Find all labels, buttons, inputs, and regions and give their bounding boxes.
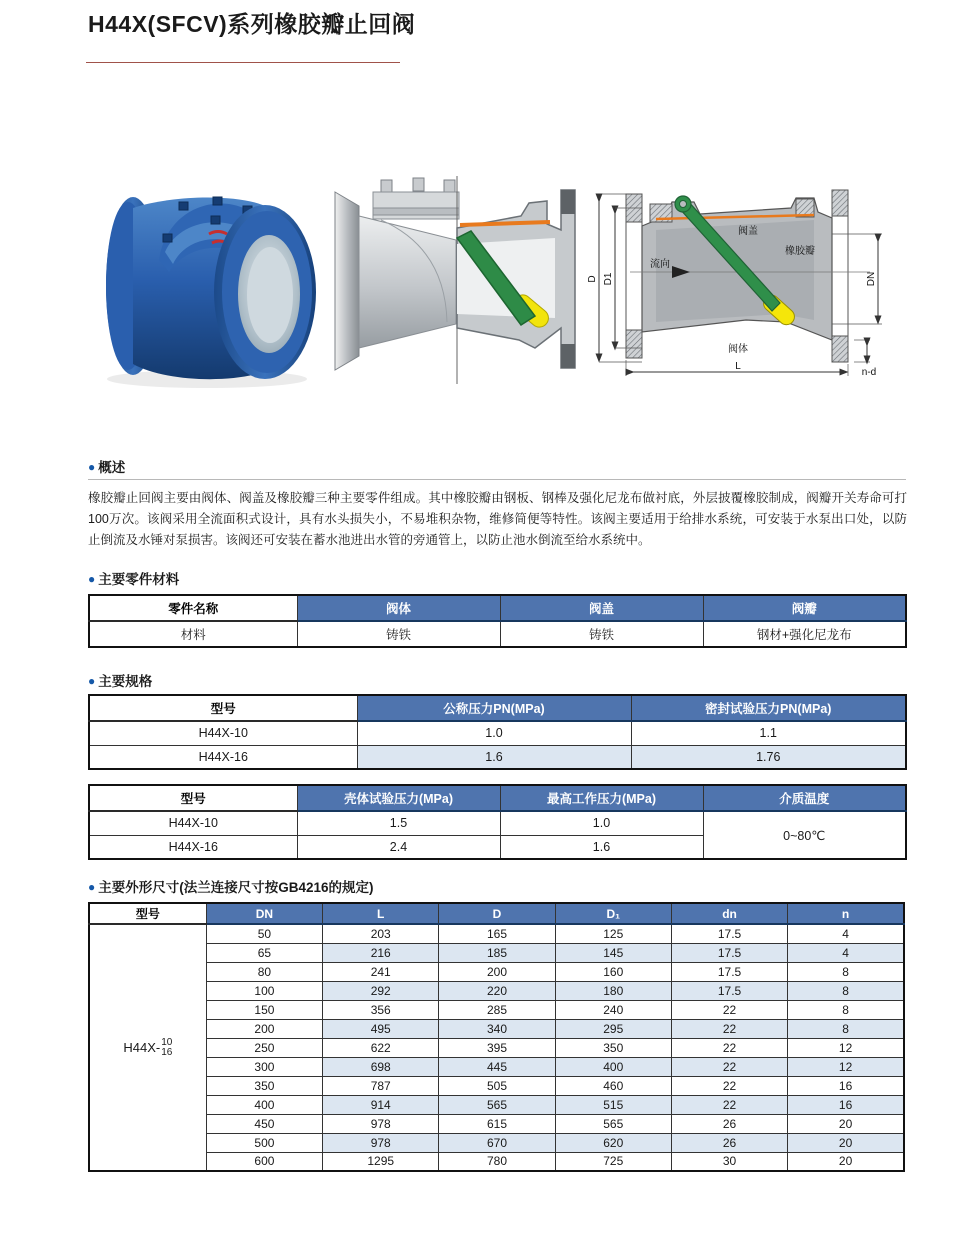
section-heading-materials bbox=[88, 568, 179, 588]
table-cell: 22 bbox=[671, 1019, 787, 1038]
table-cell: 1.0 bbox=[357, 721, 631, 745]
column-header: D bbox=[439, 903, 555, 924]
table-cell: 16 bbox=[788, 1076, 904, 1095]
dim-l-label: L bbox=[735, 361, 741, 372]
dimension-diagram bbox=[586, 172, 896, 391]
table-cell: 100 bbox=[206, 981, 322, 1000]
table-cell: 26 bbox=[671, 1133, 787, 1152]
table-row bbox=[89, 924, 904, 943]
table-cell: 395 bbox=[439, 1038, 555, 1057]
column-header: n bbox=[788, 903, 904, 924]
section-heading-overview bbox=[88, 456, 125, 476]
table-cell: 400 bbox=[206, 1095, 322, 1114]
table-cell: 241 bbox=[323, 962, 439, 981]
column-header: L bbox=[323, 903, 439, 924]
column-header: 型号 bbox=[89, 695, 357, 721]
table-header-row bbox=[89, 595, 906, 621]
table-cell: 1295 bbox=[323, 1152, 439, 1171]
bonnet-label: 阀盖 bbox=[738, 226, 758, 237]
title-divider bbox=[86, 62, 400, 63]
table-cell: 450 bbox=[206, 1114, 322, 1133]
table-cell: 780 bbox=[439, 1152, 555, 1171]
table-cell: 216 bbox=[323, 943, 439, 962]
temperature-merged-cell: 0~80℃ bbox=[703, 811, 906, 859]
table-cell: 350 bbox=[555, 1038, 671, 1057]
table-cell: 26 bbox=[671, 1114, 787, 1133]
table-row bbox=[89, 981, 904, 1000]
section-heading-specs bbox=[88, 670, 152, 690]
table-cell: 22 bbox=[671, 1038, 787, 1057]
table-cell: 4 bbox=[788, 924, 904, 943]
table-cell: 565 bbox=[555, 1114, 671, 1133]
dim-dn-label: DN bbox=[866, 271, 877, 287]
column-header: 密封试验压力PN(MPa) bbox=[631, 695, 906, 721]
table-row bbox=[89, 1038, 904, 1057]
overview-divider bbox=[88, 479, 906, 480]
table-cell: 220 bbox=[439, 981, 555, 1000]
table-cell: 4 bbox=[788, 943, 904, 962]
column-header: 型号 bbox=[89, 785, 297, 811]
table-cell: 356 bbox=[323, 1000, 439, 1019]
column-header: 壳体试验压力(MPa) bbox=[297, 785, 500, 811]
model-label: H44X- 10 16 bbox=[123, 1036, 173, 1058]
table-cell: 钢材+强化尼龙布 bbox=[703, 621, 906, 647]
table-cell: 17.5 bbox=[671, 981, 787, 1000]
table-cell: 500 bbox=[206, 1133, 322, 1152]
table-cell: 285 bbox=[439, 1000, 555, 1019]
bullet-icon: ● bbox=[88, 572, 96, 586]
table-cell: 185 bbox=[439, 943, 555, 962]
rubber-flap-label: 橡胶瓣 bbox=[785, 246, 815, 257]
table-cell: 1.1 bbox=[631, 721, 906, 745]
table-cell: 8 bbox=[788, 981, 904, 1000]
column-header: 阀盖 bbox=[500, 595, 703, 621]
cutaway-section-image bbox=[323, 176, 587, 384]
table-cell: 材料 bbox=[89, 621, 297, 647]
table-cell: 725 bbox=[555, 1152, 671, 1171]
table-cell: 292 bbox=[323, 981, 439, 1000]
table-cell: 250 bbox=[206, 1038, 322, 1057]
column-header: 阀瓣 bbox=[703, 595, 906, 621]
table-cell: 165 bbox=[439, 924, 555, 943]
table-cell: 17.5 bbox=[671, 962, 787, 981]
table-cell: 30 bbox=[671, 1152, 787, 1171]
table-cell: 17.5 bbox=[671, 943, 787, 962]
table-row bbox=[89, 745, 906, 769]
table-cell: 495 bbox=[323, 1019, 439, 1038]
table-cell: 80 bbox=[206, 962, 322, 981]
table-row bbox=[89, 1152, 904, 1171]
table-cell: 670 bbox=[439, 1133, 555, 1152]
table-cell: 505 bbox=[439, 1076, 555, 1095]
table-cell: 1.6 bbox=[357, 745, 631, 769]
table-cell: 20 bbox=[788, 1133, 904, 1152]
column-header: DN bbox=[206, 903, 322, 924]
column-header: 阀体 bbox=[297, 595, 500, 621]
bullet-icon: ● bbox=[88, 460, 96, 474]
table-cell: 12 bbox=[788, 1038, 904, 1057]
table-cell: 620 bbox=[555, 1133, 671, 1152]
table-cell: 515 bbox=[555, 1095, 671, 1114]
table-cell: 16 bbox=[788, 1095, 904, 1114]
materials-heading-text: 主要零件材料 bbox=[98, 572, 180, 587]
table-cell: 340 bbox=[439, 1019, 555, 1038]
table-row bbox=[89, 621, 906, 647]
column-header: D₁ bbox=[555, 903, 671, 924]
table-cell: 295 bbox=[555, 1019, 671, 1038]
table-cell: 50 bbox=[206, 924, 322, 943]
table-cell: H44X-10 bbox=[89, 811, 297, 835]
table-cell: 65 bbox=[206, 943, 322, 962]
table-cell: 2.4 bbox=[297, 835, 500, 859]
table-row bbox=[89, 811, 906, 835]
bonnet-bolts bbox=[381, 178, 455, 193]
table-cell: 240 bbox=[555, 1000, 671, 1019]
table-cell: 1.5 bbox=[297, 811, 500, 835]
table-row bbox=[89, 1057, 904, 1076]
dim-d1-label: D1 bbox=[603, 272, 614, 286]
section-heading-dimensions bbox=[88, 876, 374, 896]
dimension-diagram-image bbox=[586, 172, 896, 386]
table-cell: 300 bbox=[206, 1057, 322, 1076]
table-cell: 200 bbox=[439, 962, 555, 981]
overview-paragraph: 橡胶瓣止回阀主要由阀体、阀盖及橡胶瓣三种主要零件组成。其中橡胶瓣由钢板、钢棒及强化尼龙布做衬底，外层披覆橡胶制成，阀瓣开关寿命可打100万次。该阀采用全流面积式设计，具有水头损失小，不易堆积杂物，维修简便等特性。该阀主要适用于给排水系统，可安装于水泵出口处，以防止倒流及水锤对泵损害。该阀还可安装在蓄水池进出水管的旁通管上，以防止池水倒流至给水系统中。 bbox=[88, 491, 907, 547]
table-cell: 914 bbox=[323, 1095, 439, 1114]
bullet-icon: ● bbox=[88, 674, 96, 688]
dimensions-table bbox=[88, 902, 905, 1172]
table-cell: 22 bbox=[671, 1076, 787, 1095]
column-header: 介质温度 bbox=[703, 785, 906, 811]
table-cell: 铸铁 bbox=[500, 621, 703, 647]
table-header-row bbox=[89, 695, 906, 721]
table-cell: 150 bbox=[206, 1000, 322, 1019]
table-cell: 787 bbox=[323, 1076, 439, 1095]
table-cell: 698 bbox=[323, 1057, 439, 1076]
table-cell: 20 bbox=[788, 1114, 904, 1133]
dim-nd-label: n-d bbox=[861, 367, 877, 378]
table-cell: 125 bbox=[555, 924, 671, 943]
product-photo bbox=[95, 172, 317, 397]
pressure-spec-table bbox=[88, 694, 907, 770]
table-row bbox=[89, 721, 906, 745]
column-header: 最高工作压力(MPa) bbox=[500, 785, 703, 811]
table-cell: 460 bbox=[555, 1076, 671, 1095]
table-cell: 622 bbox=[323, 1038, 439, 1057]
table-cell: H44X-16 bbox=[89, 745, 357, 769]
column-header: 型号 bbox=[89, 903, 206, 924]
table-row bbox=[89, 1019, 904, 1038]
table-cell: 180 bbox=[555, 981, 671, 1000]
table-cell: 978 bbox=[323, 1114, 439, 1133]
table-cell: 17.5 bbox=[671, 924, 787, 943]
table-cell: 22 bbox=[671, 1057, 787, 1076]
table-cell: 615 bbox=[439, 1114, 555, 1133]
specs-heading-text: 主要规格 bbox=[98, 674, 153, 689]
dimensions-heading-text: 主要外形尺寸(法兰连接尺寸按GB4216的规定) bbox=[98, 880, 374, 895]
working-pressure-table bbox=[88, 784, 907, 860]
table-cell: 350 bbox=[206, 1076, 322, 1095]
valve-body-label: 阀体 bbox=[728, 344, 748, 355]
table-cell: 445 bbox=[439, 1057, 555, 1076]
table-cell: 8 bbox=[788, 1000, 904, 1019]
table-row bbox=[89, 943, 904, 962]
table-cell: H44X-10 bbox=[89, 721, 357, 745]
table-cell: 978 bbox=[323, 1133, 439, 1152]
table-cell: 8 bbox=[788, 962, 904, 981]
overview-heading-text: 概述 bbox=[98, 460, 126, 475]
table-cell: 1.6 bbox=[500, 835, 703, 859]
cutaway-render bbox=[323, 176, 587, 389]
table-cell: 铸铁 bbox=[297, 621, 500, 647]
table-cell: 1.76 bbox=[631, 745, 906, 769]
materials-table bbox=[88, 594, 907, 648]
page-title: H44X(SFCV)系列橡胶瓣止回阀 bbox=[88, 11, 416, 37]
check-valve-photo-image bbox=[95, 172, 317, 392]
column-header: dn bbox=[671, 903, 787, 924]
table-cell: H44X-16 bbox=[89, 835, 297, 859]
column-header: 零件名称 bbox=[89, 595, 297, 621]
table-cell: 22 bbox=[671, 1095, 787, 1114]
table-row bbox=[89, 962, 904, 981]
column-header: 公称压力PN(MPa) bbox=[357, 695, 631, 721]
table-cell: 203 bbox=[323, 924, 439, 943]
product-images-row bbox=[0, 170, 966, 394]
table-header-row bbox=[89, 785, 906, 811]
table-header-row bbox=[89, 903, 904, 924]
table-cell: 200 bbox=[206, 1019, 322, 1038]
table-row bbox=[89, 1114, 904, 1133]
table-row bbox=[89, 1000, 904, 1019]
table-cell: 12 bbox=[788, 1057, 904, 1076]
table-row bbox=[89, 1133, 904, 1152]
dim-d-label: D bbox=[587, 275, 598, 283]
table-cell: 565 bbox=[439, 1095, 555, 1114]
table-row bbox=[89, 1076, 904, 1095]
table-cell: 22 bbox=[671, 1000, 787, 1019]
table-cell: 160 bbox=[555, 962, 671, 981]
table-cell: 1.0 bbox=[500, 811, 703, 835]
table-cell: 20 bbox=[788, 1152, 904, 1171]
table-row bbox=[89, 1095, 904, 1114]
table-cell: 145 bbox=[555, 943, 671, 962]
table-cell: 400 bbox=[555, 1057, 671, 1076]
model-merged-cell bbox=[89, 924, 206, 1171]
flow-direction-label: 流向 bbox=[650, 259, 670, 270]
table-cell: 600 bbox=[206, 1152, 322, 1171]
table-cell: 8 bbox=[788, 1019, 904, 1038]
bullet-icon: ● bbox=[88, 880, 96, 894]
